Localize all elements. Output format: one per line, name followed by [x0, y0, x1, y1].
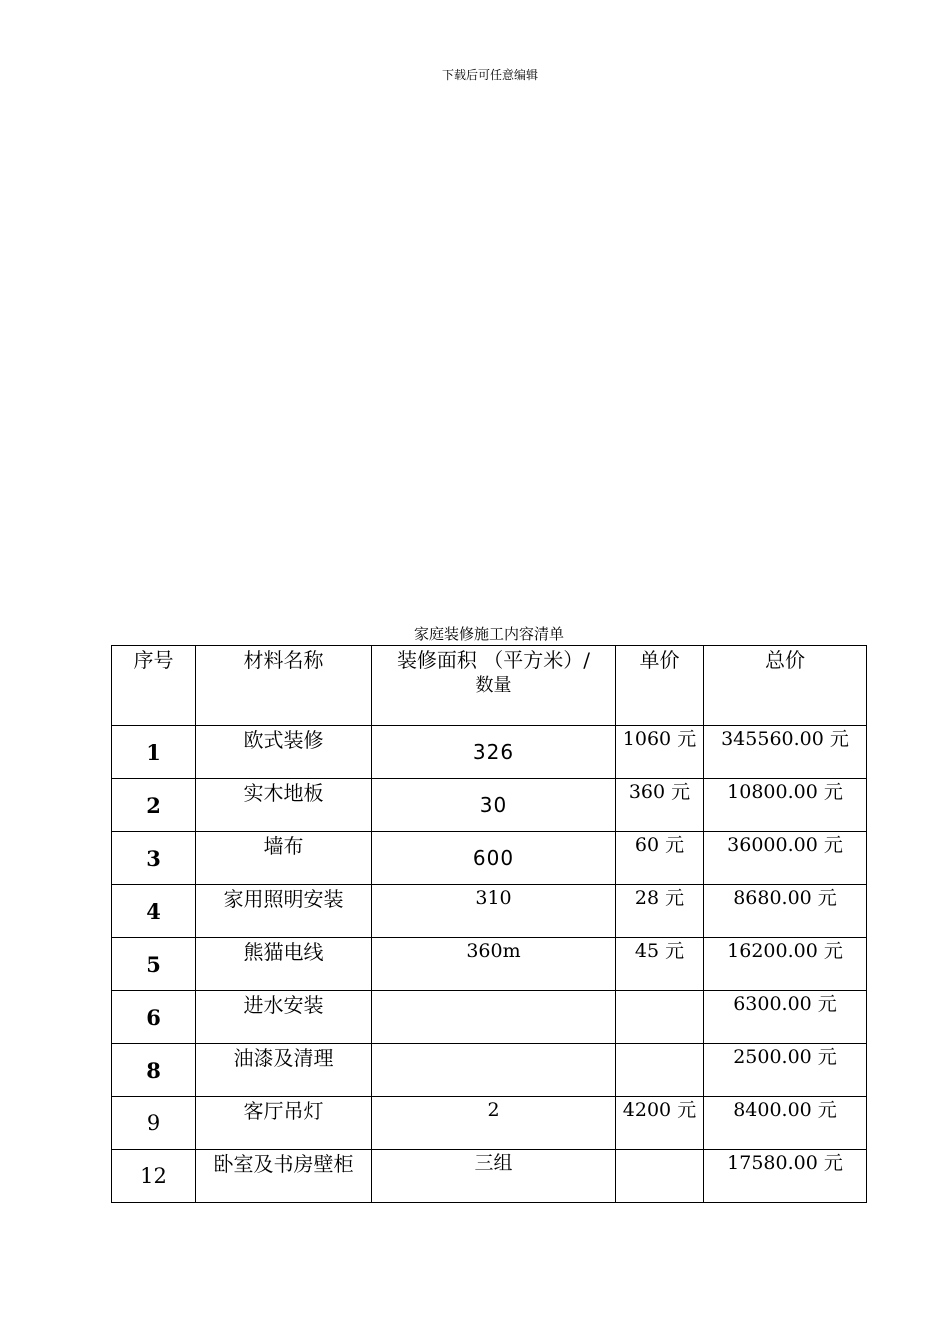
row-unit-price: 1060 元 [616, 726, 704, 779]
row-material: 熊猫电线 [196, 938, 372, 991]
row-index: 6 [112, 991, 196, 1044]
row-total: 8680.00 元 [704, 885, 867, 938]
row-material: 墙布 [196, 832, 372, 885]
row-total: 16200.00 元 [704, 938, 867, 991]
header-index: 序号 [112, 646, 196, 726]
row-area: 360m [372, 938, 616, 991]
row-total: 17580.00 元 [704, 1150, 867, 1203]
row-index: 3 [112, 832, 196, 885]
table-row [112, 779, 867, 832]
table-row [112, 832, 867, 885]
table-row [112, 1150, 867, 1203]
row-material: 欧式装修 [196, 726, 372, 779]
row-index: 5 [112, 938, 196, 991]
row-total: 345560.00 元 [704, 726, 867, 779]
row-index: 8 [112, 1044, 196, 1097]
row-unit-price: 28 元 [616, 885, 704, 938]
table-row [112, 885, 867, 938]
renovation-items-table [111, 645, 867, 1203]
row-index: 1 [112, 726, 196, 779]
row-area: 600 [372, 832, 616, 885]
header-area-line1: 装修面积 （平方米）/ [396, 648, 591, 672]
row-area [372, 991, 616, 1044]
row-area: 2 [372, 1097, 616, 1150]
row-total: 2500.00 元 [704, 1044, 867, 1097]
row-unit-price: 45 元 [616, 938, 704, 991]
row-material: 油漆及清理 [196, 1044, 372, 1097]
header-area-line2: 数量 [475, 675, 512, 696]
table-row [112, 726, 867, 779]
row-material: 客厅吊灯 [196, 1097, 372, 1150]
table-title: 家庭装修施工内容清单 [413, 625, 564, 643]
table-row [112, 1097, 867, 1150]
row-total: 6300.00 元 [704, 991, 867, 1044]
row-area [372, 1044, 616, 1097]
row-total: 36000.00 元 [704, 832, 867, 885]
table-row [112, 938, 867, 991]
table-row [112, 1044, 867, 1097]
table-row [112, 991, 867, 1044]
row-area: 三组 [372, 1150, 616, 1203]
row-index: 4 [112, 885, 196, 938]
row-area: 30 [372, 779, 616, 832]
row-index: 9 [112, 1097, 196, 1150]
row-unit-price [616, 1044, 704, 1097]
header-unit-price: 单价 [616, 646, 704, 726]
table-header-row [112, 646, 867, 726]
row-area: 326 [372, 726, 616, 779]
row-material: 进水安装 [196, 991, 372, 1044]
header-material: 材料名称 [196, 646, 372, 726]
row-material: 卧室及书房壁柜 [196, 1150, 372, 1203]
row-total: 8400.00 元 [704, 1097, 867, 1150]
row-total: 10800.00 元 [704, 779, 867, 832]
header-total-price: 总价 [704, 646, 867, 726]
row-unit-price [616, 991, 704, 1044]
row-unit-price: 4200 元 [616, 1097, 704, 1150]
row-index: 12 [112, 1150, 196, 1203]
header-area [372, 646, 616, 726]
row-unit-price: 360 元 [616, 779, 704, 832]
row-material: 家用照明安装 [196, 885, 372, 938]
row-unit-price [616, 1150, 704, 1203]
row-unit-price: 60 元 [616, 832, 704, 885]
row-area: 310 [372, 885, 616, 938]
row-material: 实木地板 [196, 779, 372, 832]
row-index: 2 [112, 779, 196, 832]
page-header-note: 下载后可任意编辑 [441, 68, 538, 82]
